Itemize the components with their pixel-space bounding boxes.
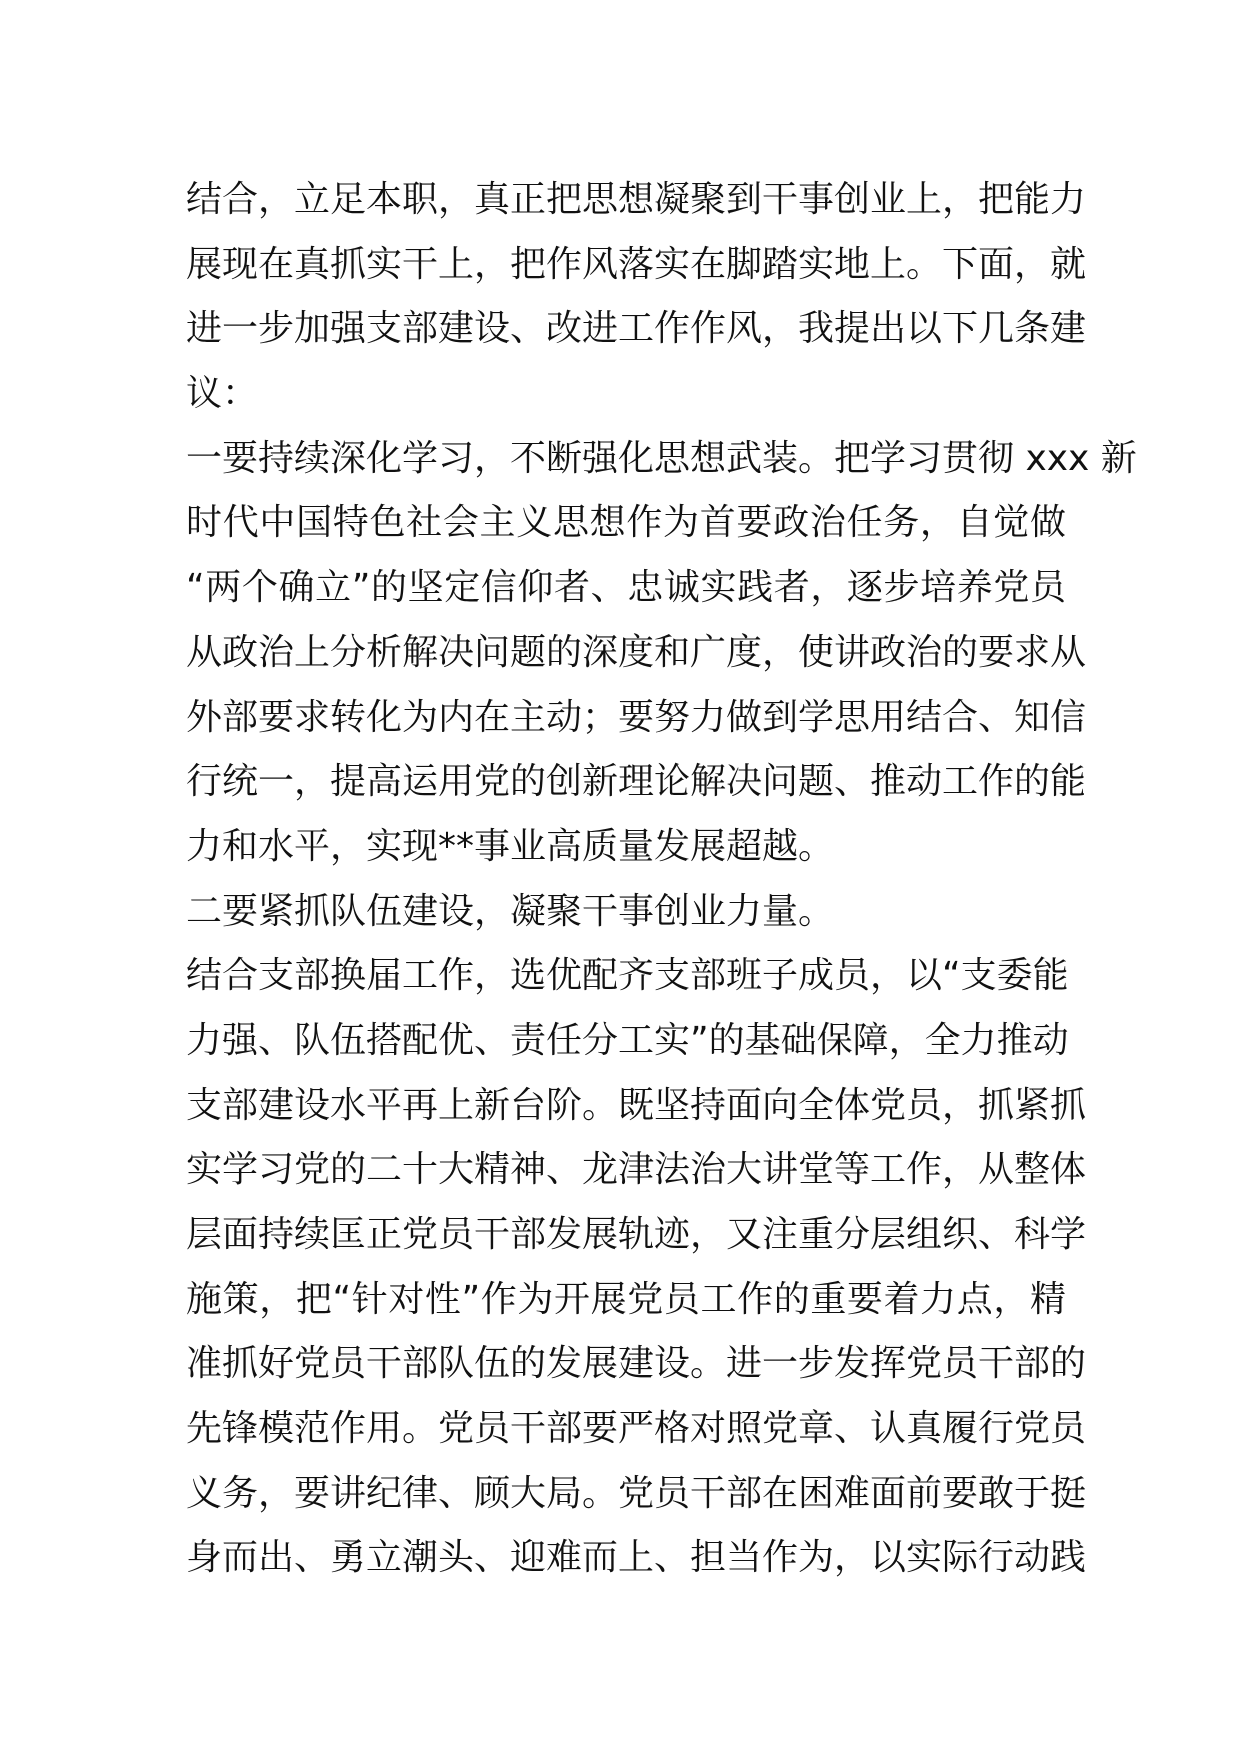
text-line: 结合支部换届工作，选优配齐支部班子成员，以“支委能 bbox=[186, 955, 1069, 997]
text-line: 层面持续匡正党员干部发展轨迹，又注重分层组织、科学 bbox=[186, 1214, 1087, 1255]
text-line: 外部要求转化为内在主动；要努力做到学思用结合、知信 bbox=[186, 696, 1087, 738]
text-line: 时代中国特色社会主义思想作为首要政治任务，自觉做 bbox=[186, 502, 1066, 544]
text-line: 义务，要讲纪律、顾大局。党员干部在困难面前要敢于挺 bbox=[186, 1472, 1087, 1514]
text-line: 一要持续深化学习，不断强化思想武装。把学习贯彻 xxx 新 bbox=[186, 437, 1137, 479]
text-line: 从政治上分析解决问题的深度和广度，使讲政治的要求从 bbox=[186, 631, 1087, 673]
text-line: 议： bbox=[186, 373, 259, 415]
text-line: 准抓好党员干部队伍的发展建设。进一步发挥党员干部的 bbox=[186, 1343, 1087, 1385]
text-line: 结合，立足本职，真正把思想凝聚到干事创业上，把能力 bbox=[186, 179, 1087, 220]
body-text bbox=[186, 168, 1137, 1591]
text-line: 实学习党的二十大精神、龙津法治大讲堂等工作，从整体 bbox=[186, 1149, 1087, 1191]
text-line: 力强、队伍搭配优、责任分工实”的基础保障，全力推动 bbox=[186, 1019, 1069, 1061]
text-line: 支部建设水平再上新台阶。既坚持面向全体党员，抓紧抓 bbox=[186, 1084, 1087, 1126]
text-line: 二要紧抓队伍建设，凝聚干事创业力量。 bbox=[186, 890, 835, 932]
text-line: 身而出、勇立潮头、迎难而上、担当作为，以实际行动践 bbox=[186, 1537, 1087, 1579]
text-line: 行统一，提高运用党的创新理论解决问题、推动工作的能 bbox=[186, 761, 1087, 803]
text-line: 进一步加强支部建设、改进工作作风，我提出以下几条建 bbox=[186, 308, 1087, 350]
text-line: “两个确立”的坚定信仰者、忠诚实践者，逐步培养党员 bbox=[186, 567, 1066, 609]
text-line: 施策，把“针对性”作为开展党员工作的重要着力点，精 bbox=[186, 1278, 1066, 1320]
text-line: 先锋模范作用。党员干部要严格对照党章、认真履行党员 bbox=[186, 1408, 1087, 1450]
text-line: 展现在真抓实干上，把作风落实在脚踏实地上。下面，就 bbox=[186, 243, 1087, 285]
text-line: 力和水平，实现**事业高质量发展超越。 bbox=[186, 825, 835, 867]
